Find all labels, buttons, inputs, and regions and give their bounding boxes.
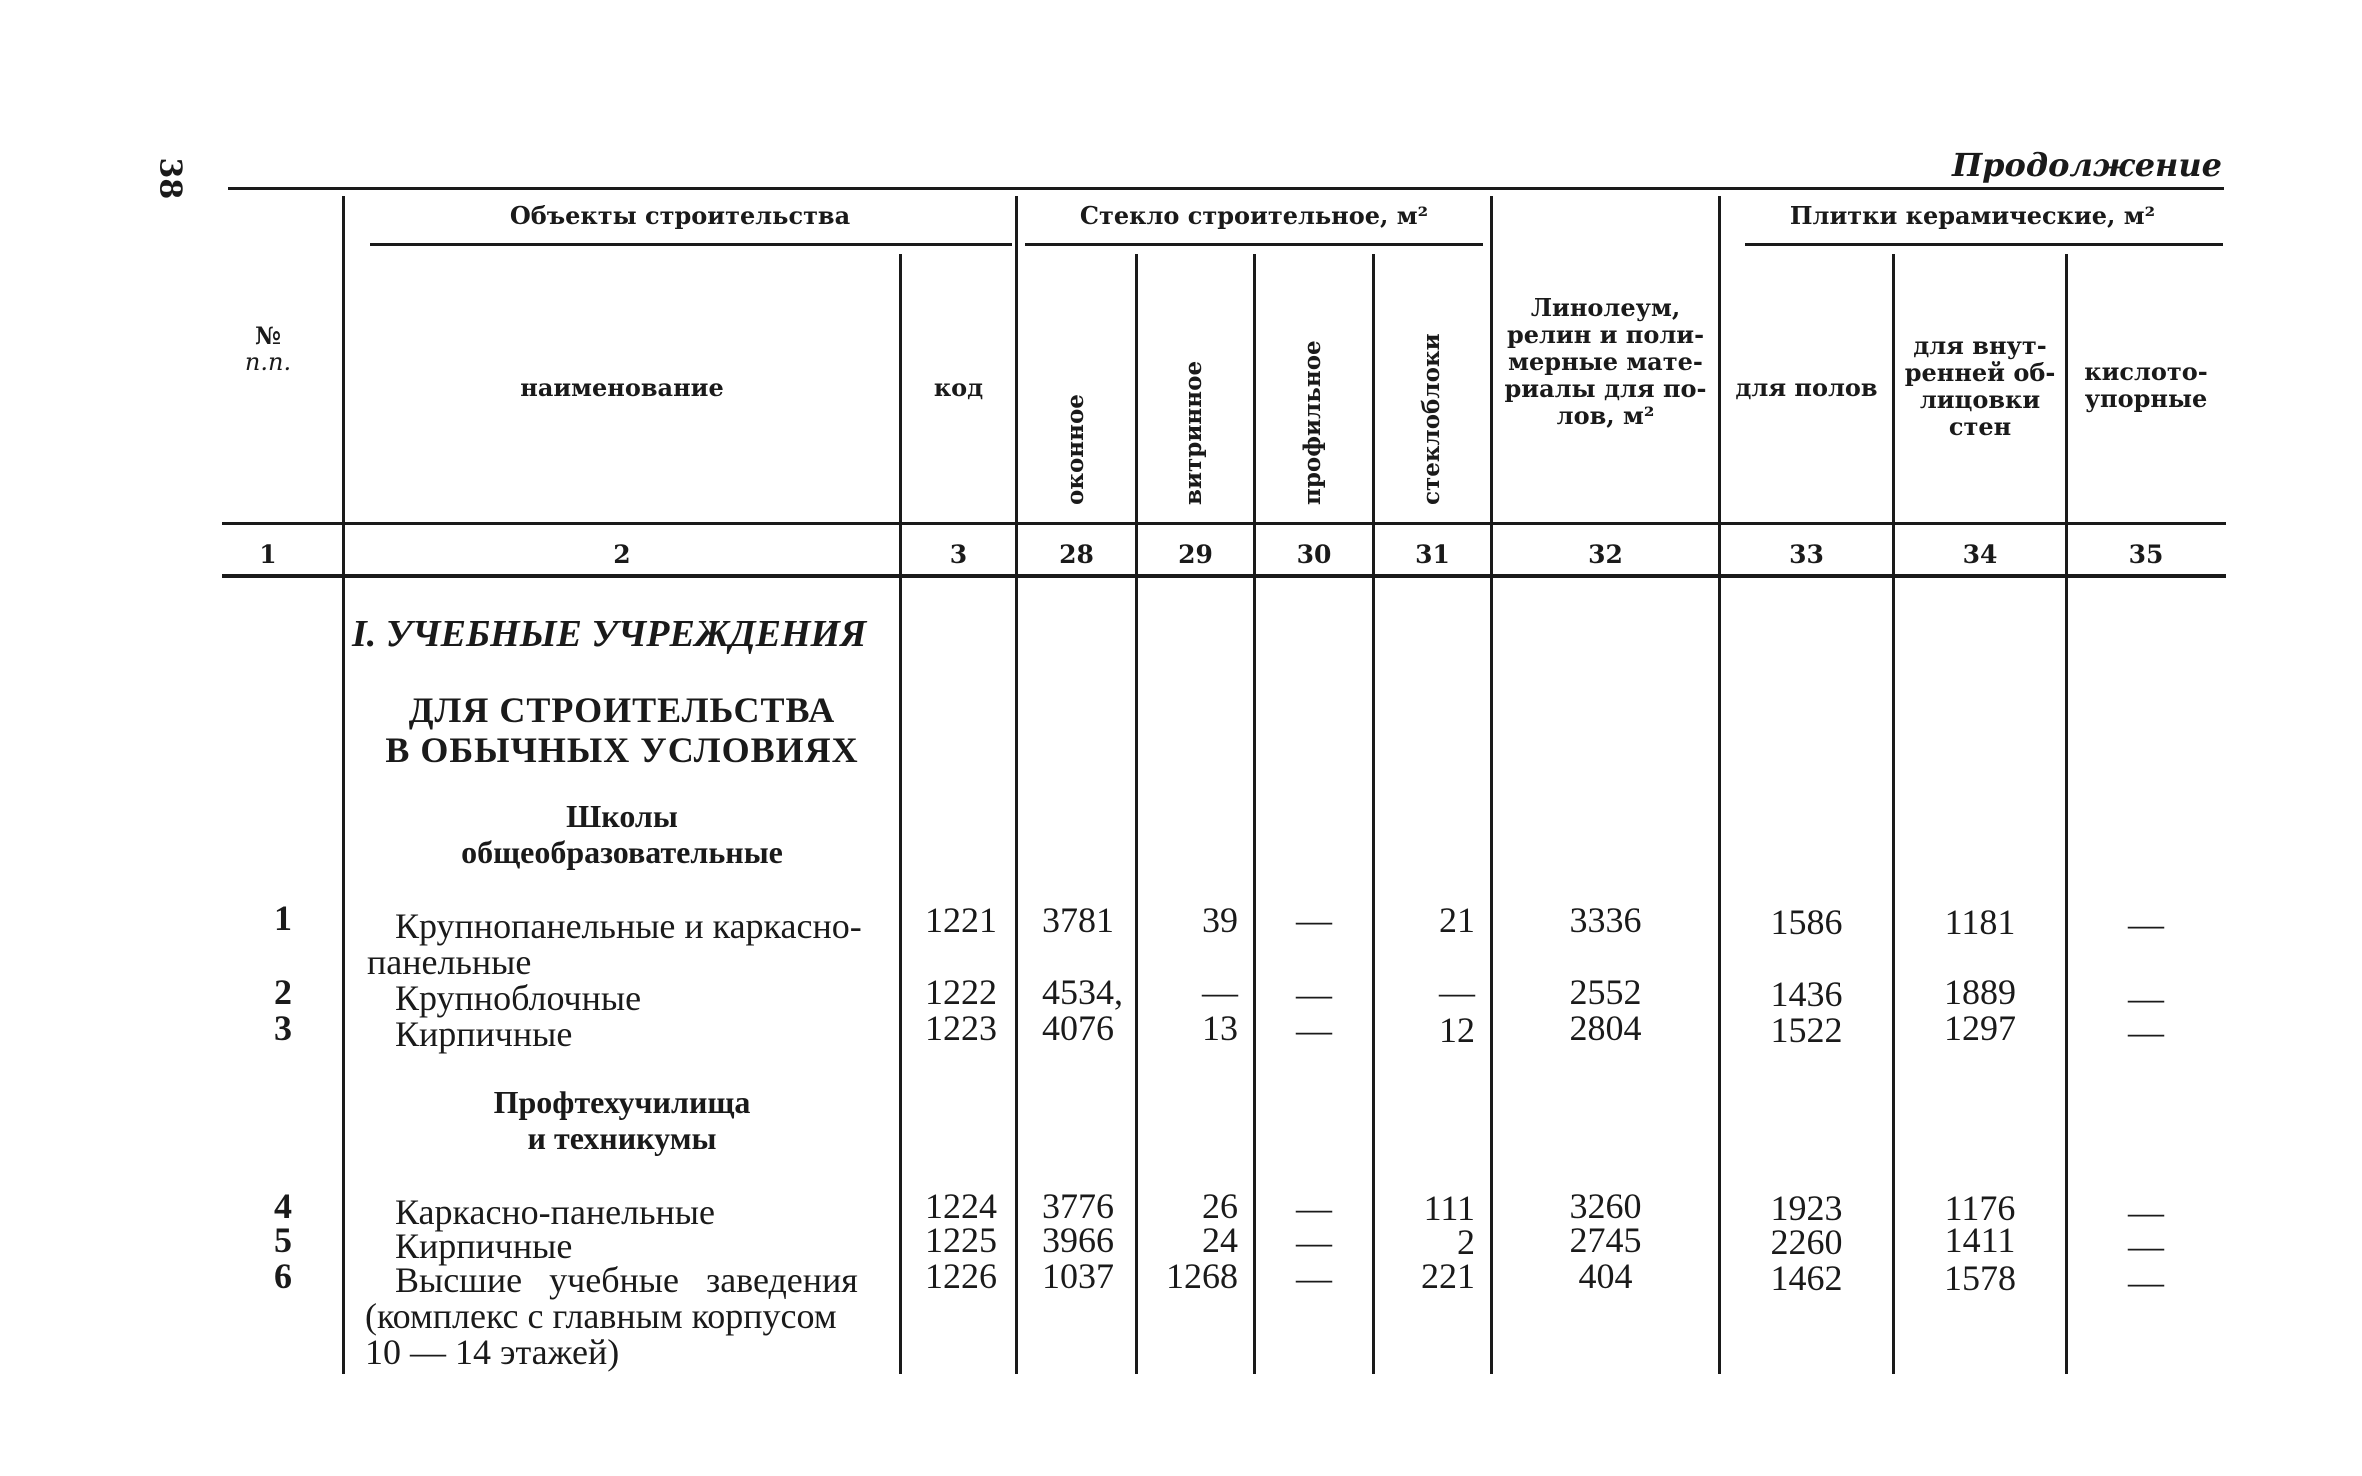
colnum: 35 bbox=[2128, 540, 2164, 569]
row-code: 1226 bbox=[925, 1256, 997, 1296]
header-showcase: витринное bbox=[1180, 360, 1207, 505]
row-floor: 1462 bbox=[1770, 1258, 1843, 1298]
colnum-upper-rule bbox=[222, 522, 2226, 525]
group-title-schools: Школы общеобразовательные bbox=[461, 798, 783, 870]
row-name: Кирпичные bbox=[395, 1226, 573, 1266]
row-linoleum: 3336 bbox=[1569, 900, 1642, 940]
row-profile: — bbox=[1296, 1258, 1332, 1298]
row-window: 4534, bbox=[1042, 972, 1123, 1012]
continuation-label: Продолжение bbox=[1951, 146, 2222, 184]
page-number: 38 bbox=[152, 157, 188, 200]
row-profile: — bbox=[1296, 974, 1332, 1014]
header-linoleum: Линолеум, релин и поли- мерные мате- риалы для по- лов, м² bbox=[1504, 293, 1707, 430]
row-glassblock: 21 bbox=[1439, 900, 1475, 940]
row-acid: — bbox=[2128, 904, 2164, 944]
row-name: панельные bbox=[367, 942, 532, 982]
row-acid: — bbox=[2128, 1012, 2164, 1052]
row-number: 5 bbox=[274, 1220, 292, 1260]
row-glassblock: — bbox=[1439, 972, 1475, 1012]
row-inner: 1181 bbox=[1944, 902, 2016, 942]
row-number: 1 bbox=[274, 898, 292, 938]
row-linoleum: 2745 bbox=[1569, 1220, 1642, 1260]
row-acid: — bbox=[2128, 1192, 2164, 1232]
colnum-lower-rule bbox=[222, 574, 2226, 578]
header-name: наименование bbox=[520, 373, 724, 402]
group-header-tiles: Плитки керамические, м² bbox=[1789, 201, 2156, 230]
section-main-title: I. УЧЕБНЫЕ УЧРЕЖДЕНИЯ bbox=[352, 613, 867, 655]
group-header-glass: Стекло строительное, м² bbox=[1079, 201, 1429, 230]
group-rule-tiles bbox=[1745, 243, 2223, 246]
row-profile: — bbox=[1296, 1222, 1332, 1262]
colnum: 28 bbox=[1059, 540, 1094, 569]
row-floor: 2260 bbox=[1770, 1222, 1843, 1262]
row-glassblock: 12 bbox=[1439, 1010, 1475, 1050]
row-floor: 1923 bbox=[1770, 1188, 1843, 1228]
row-showcase: 26 bbox=[1202, 1186, 1238, 1226]
col-rule bbox=[342, 196, 345, 1374]
header-floor: для полов bbox=[1735, 373, 1878, 402]
group-header-objects: Объекты строительства bbox=[509, 201, 851, 230]
row-name: Каркасно-панельные bbox=[395, 1192, 715, 1232]
colnum: 29 bbox=[1178, 540, 1213, 569]
row-window: 4076 bbox=[1042, 1008, 1114, 1048]
row-window: 1037 bbox=[1042, 1256, 1114, 1296]
header-window: оконное bbox=[1062, 394, 1089, 505]
row-profile: — bbox=[1296, 900, 1332, 940]
row-linoleum: 3260 bbox=[1569, 1186, 1642, 1226]
header-profile: профильное bbox=[1299, 340, 1326, 505]
colnum: 3 bbox=[949, 540, 968, 569]
row-name: 10 — 14 этажей) bbox=[365, 1332, 620, 1372]
row-inner: 1297 bbox=[1944, 1008, 2016, 1048]
header-code: код bbox=[933, 373, 984, 402]
row-linoleum: 2552 bbox=[1569, 972, 1642, 1012]
row-number: 4 bbox=[274, 1186, 292, 1226]
colnum: 32 bbox=[1588, 540, 1623, 569]
row-floor: 1586 bbox=[1770, 902, 1843, 942]
row-acid: — bbox=[2128, 1226, 2164, 1266]
section-subtitle: ДЛЯ СТРОИТЕЛЬСТВА В ОБЫЧНЫХ УСЛОВИЯХ bbox=[385, 690, 859, 770]
header-no: № п.п. bbox=[244, 321, 292, 376]
row-profile: — bbox=[1296, 1188, 1332, 1228]
colnum: 31 bbox=[1415, 540, 1450, 569]
row-showcase: 13 bbox=[1202, 1008, 1238, 1048]
header-glassblock: стеклоблоки bbox=[1418, 333, 1445, 505]
row-profile: — bbox=[1296, 1010, 1332, 1050]
row-window: 3966 bbox=[1042, 1220, 1114, 1260]
row-showcase: 39 bbox=[1202, 900, 1238, 940]
header-inner: для внут- ренней об- лицовки стен bbox=[1904, 331, 2056, 441]
row-inner: 1176 bbox=[1944, 1188, 2016, 1228]
colnum: 30 bbox=[1296, 540, 1332, 569]
row-number: 2 bbox=[274, 972, 292, 1012]
row-showcase: — bbox=[1202, 972, 1238, 1012]
row-code: 1223 bbox=[925, 1008, 997, 1048]
colnum: 2 bbox=[613, 540, 631, 569]
row-inner: 1889 bbox=[1944, 972, 2016, 1012]
row-number: 3 bbox=[274, 1008, 292, 1048]
row-inner: 1578 bbox=[1944, 1258, 2016, 1298]
row-code: 1224 bbox=[925, 1186, 997, 1226]
top-rule bbox=[228, 187, 2224, 190]
group-rule-glass bbox=[1025, 243, 1483, 246]
col-rule bbox=[899, 254, 902, 1374]
row-glassblock: 2 bbox=[1457, 1222, 1475, 1262]
colnum: 33 bbox=[1789, 540, 1824, 569]
row-name: Крупнопанельные и каркасно- bbox=[395, 906, 862, 946]
row-linoleum: 2804 bbox=[1569, 1008, 1642, 1048]
row-name: Высшие учебные заведения bbox=[395, 1260, 858, 1300]
group-rule-objects bbox=[370, 243, 1012, 246]
row-window: 3781 bbox=[1042, 900, 1114, 940]
row-inner: 1411 bbox=[1944, 1220, 2016, 1260]
row-number: 6 bbox=[274, 1256, 292, 1296]
row-code: 1221 bbox=[925, 900, 997, 940]
row-window: 3776 bbox=[1042, 1186, 1114, 1226]
row-code: 1222 bbox=[925, 972, 997, 1012]
row-name: (комплекс с главным корпусом bbox=[365, 1296, 837, 1336]
group-title-colleges: Профтехучилища и техникумы bbox=[493, 1084, 751, 1156]
row-floor: 1436 bbox=[1770, 974, 1843, 1014]
row-floor: 1522 bbox=[1770, 1010, 1843, 1050]
row-name: Кирпичные bbox=[395, 1014, 573, 1054]
row-showcase: 24 bbox=[1202, 1220, 1238, 1260]
row-acid: — bbox=[2128, 1262, 2164, 1302]
row-glassblock: 221 bbox=[1421, 1256, 1475, 1296]
col-rule bbox=[1015, 196, 1018, 1374]
row-glassblock: 111 bbox=[1423, 1188, 1475, 1228]
colnum: 1 bbox=[259, 540, 277, 569]
header-acid: кислото- упорные bbox=[2084, 357, 2208, 413]
row-name: Крупноблочные bbox=[395, 978, 642, 1018]
row-code: 1225 bbox=[925, 1220, 997, 1260]
colnum: 34 bbox=[1962, 540, 1998, 569]
row-acid: — bbox=[2128, 978, 2164, 1018]
row-showcase: 1268 bbox=[1166, 1256, 1238, 1296]
row-linoleum: 404 bbox=[1578, 1256, 1633, 1296]
